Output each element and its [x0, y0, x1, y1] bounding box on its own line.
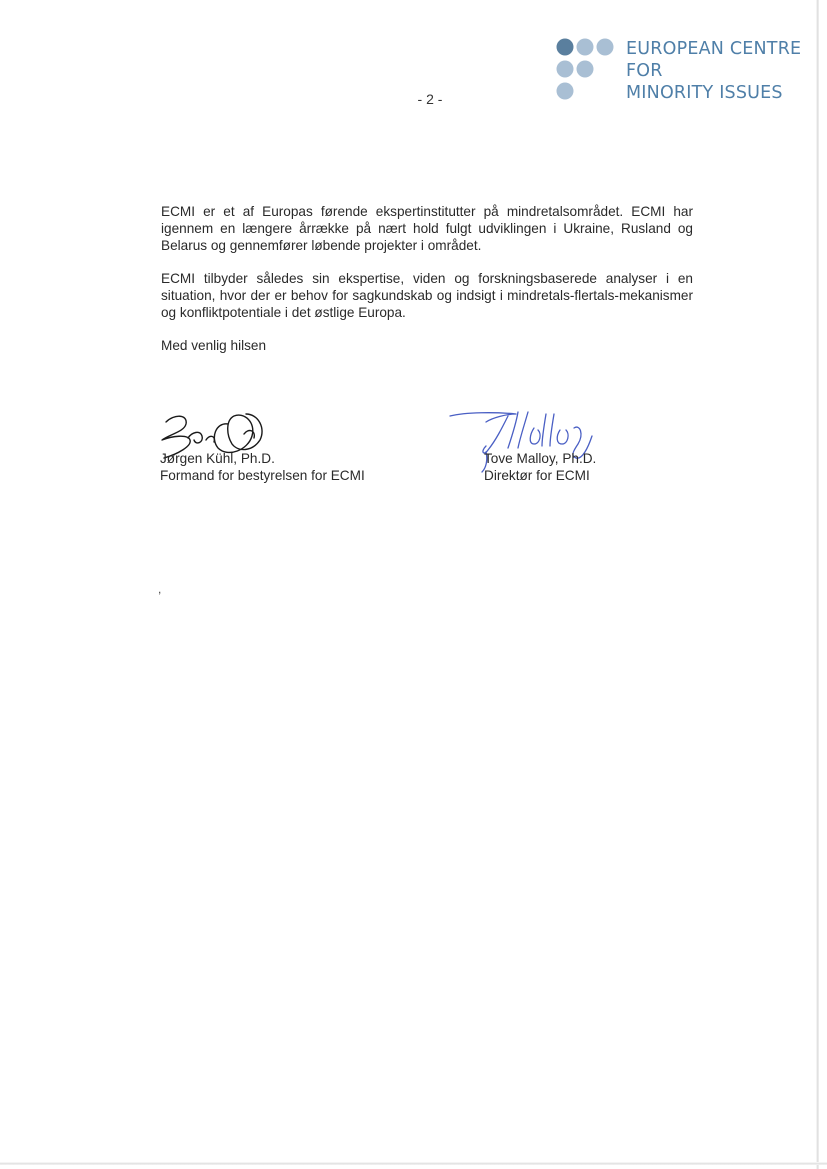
stray-comma-mark: , — [158, 582, 162, 596]
signatory-title: Direktør for ECMI — [484, 468, 590, 483]
paragraph-2: ECMI tilbyder således sin ekspertise, viden og forskningsbaserede analyser i en situation, hvor der er behov for sagkundskab og indsigt i mindretals-flertals-mekanismer og konfliktpotentiale i det østlige Europa. — [161, 271, 693, 320]
ecmi-logo — [556, 37, 802, 105]
letter-body — [161, 203, 693, 354]
logo-line-1: EUROPEAN CENTRE — [626, 39, 802, 59]
page-number: - 2 - — [417, 91, 443, 107]
paragraph-1: ECMI er et af Europas førende ekspertinstitutter på mindretalsområdet. ECMI har igennem en længere årrække på nært hold fulgt udviklingen i Ukraine, Rusland og Belarus og gennemfører løbende projekter i området. — [161, 204, 693, 253]
logo-dots-icon — [556, 37, 622, 103]
signature-block-right — [484, 450, 724, 484]
logo-line-3: MINORITY ISSUES — [626, 83, 783, 103]
signatory-name: Tove Malloy, Ph.D. — [484, 451, 597, 466]
signature-block-left — [160, 450, 420, 484]
scan-edge-right — [816, 0, 819, 1169]
signatory-name: Jørgen Kühl, Ph.D. — [160, 451, 275, 466]
signatory-title: Formand for bestyrelsen for ECMI — [160, 468, 365, 483]
closing-salutation: Med venlig hilsen — [161, 338, 267, 353]
logo-line-2: FOR — [626, 61, 663, 81]
scan-edge-bottom — [0, 1162, 827, 1165]
logo-wordmark — [626, 38, 801, 104]
